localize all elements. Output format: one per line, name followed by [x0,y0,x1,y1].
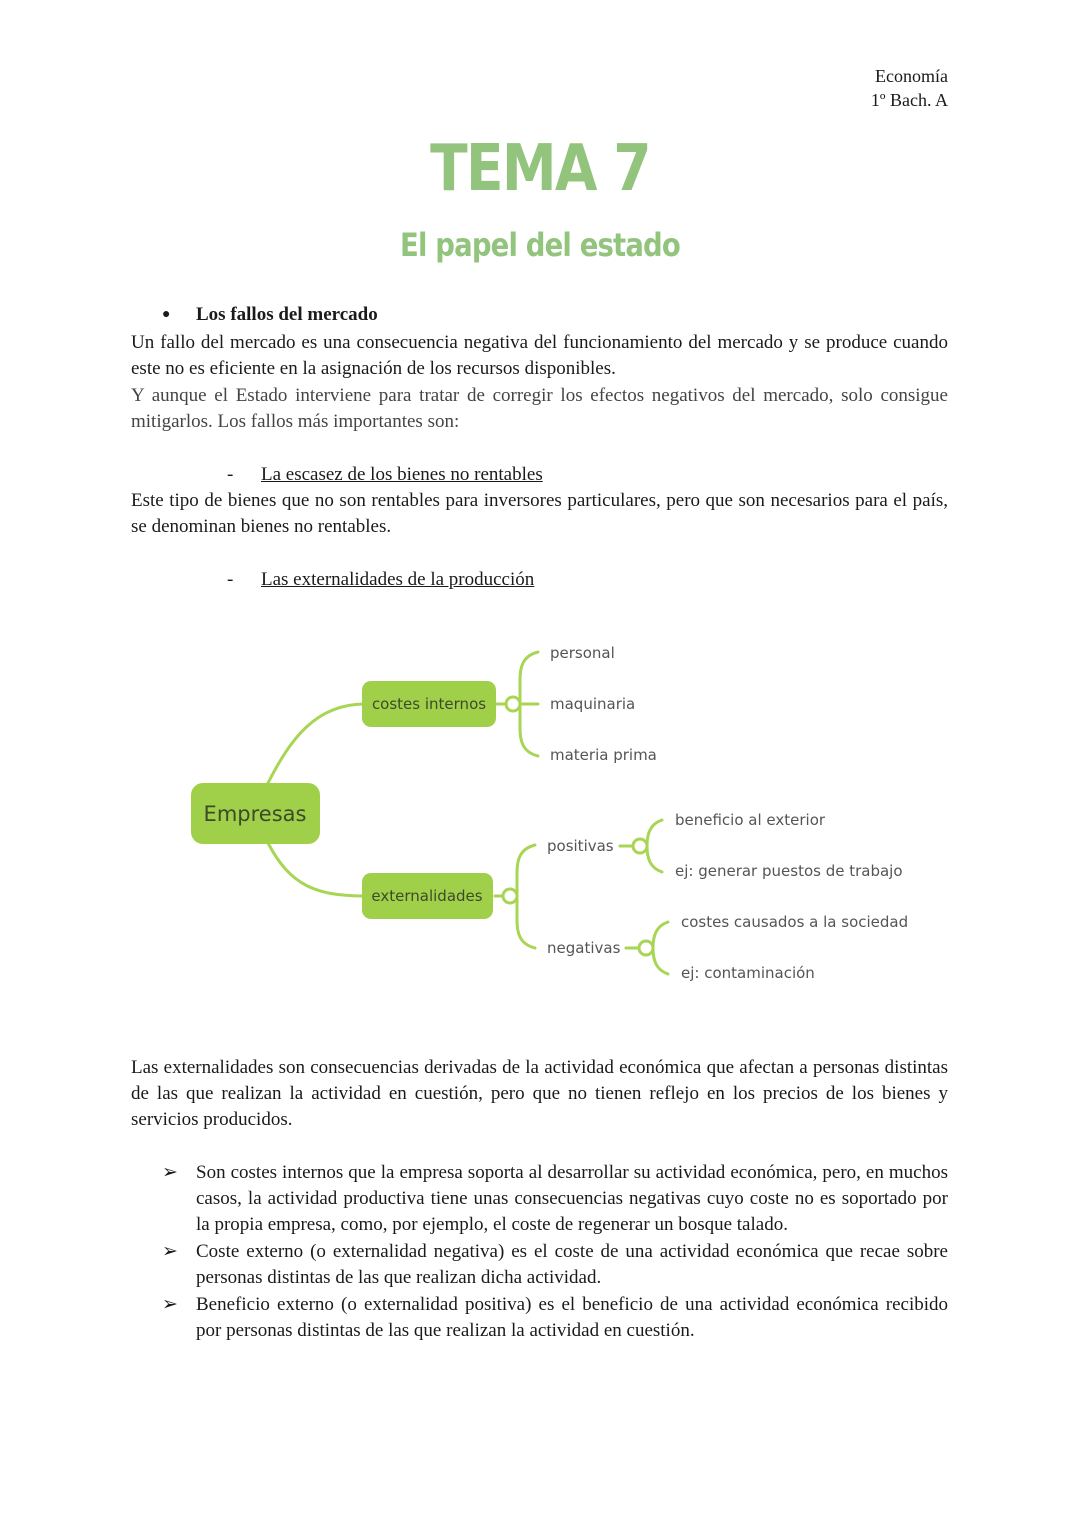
node-externalidades-label: externalidades [371,887,483,905]
paragraph-externalities: Las externalidades son consecuencias derivadas de la actividad económica que afectan a personas distintas de las que realizan la actividad en cuestión, pero que no tienen reflejo en los precios de los bienes y servicios producidos. [131,1057,948,1131]
list-item-title: La escasez de los bienes no rentables [261,464,543,485]
leaf-personal: personal [550,644,615,662]
paragraph-intervention: Y aunque el Estado interviene para tratar de corregir los efectos negativos del mercado, solo consigue mitigarlos. Los fallos más importantes son: [131,385,948,433]
junction-externalities [503,889,517,903]
dash-marker: - [227,464,234,485]
section-heading-text: Los fallos del mercado [196,304,378,325]
node-costes-internos-label: costes internos [371,695,487,713]
leaf-puestos-trabajo: ej: generar puestos de trabajo [675,862,903,880]
leaf-beneficio-exterior: beneficio al exterior [675,811,826,829]
arrow-list-item-text: Coste externo (o externalidad negativa) es el coste de una actividad económica que recae sobre personas distintas de las que realizan dicha actividad. [196,1241,948,1289]
bullet-icon: ● [162,307,171,322]
paragraph-non-profitable: Este tipo de bienes que no son rentables para inversores particulares, pero que son necesarios para el país, se denominan bienes no rentables. [131,490,948,538]
arrow-bullet-icon: ➢ [162,1241,178,1262]
junction-costs [506,697,520,711]
leaf-maquinaria: maquinaria [550,695,636,713]
connector-root-costs [268,704,365,783]
arrow-list-item [162,1160,948,1239]
page-subtitle: El papel del estado [400,226,680,264]
arrow-bullet-icon: ➢ [162,1294,178,1315]
junction-positive [633,839,647,853]
node-negativas-label: negativas [547,939,621,957]
arrow-list-item-text: Son costes internos que la empresa soporta al desarrollar su actividad económica, pero, en muchos casos, la actividad productiva tiene unas consecuencias negativas cuyo coste no es soportado por la propia empresa, como, por ejemplo, el coste de regenerar un bosque talado. [196,1162,948,1236]
leaf-costes-sociedad: costes causados a la sociedad [681,913,909,931]
leaf-materia-prima: materia prima [550,746,657,764]
node-positivas-label: positivas [547,837,614,855]
root-node-label: Empresas [203,802,307,826]
leaf-contaminacion: ej: contaminación [681,964,815,982]
arrow-list-item [162,1239,948,1291]
subject-label: Economía [875,66,948,86]
dash-marker: - [227,569,234,590]
page-title: TEMA 7 [430,132,650,206]
arrow-list-item [162,1292,948,1344]
arrow-list-item-text: Beneficio externo (o externalidad positiva) es el beneficio de una actividad económica recibido por personas distintas de las que realizan la actividad en cuestión. [196,1294,948,1342]
paragraph-definition: Un fallo del mercado es una consecuencia negativa del funcionamiento del mercado y se produce cuando este no es eficiente en la asignación de los recursos disponibles. [131,332,948,380]
list-item-title: Las externalidades de la producción [261,569,535,590]
arrow-bullet-icon: ➢ [162,1162,178,1183]
junction-negative [639,941,653,955]
course-label: 1º Bach. A [870,90,948,110]
connector-root-externalities [268,843,365,896]
